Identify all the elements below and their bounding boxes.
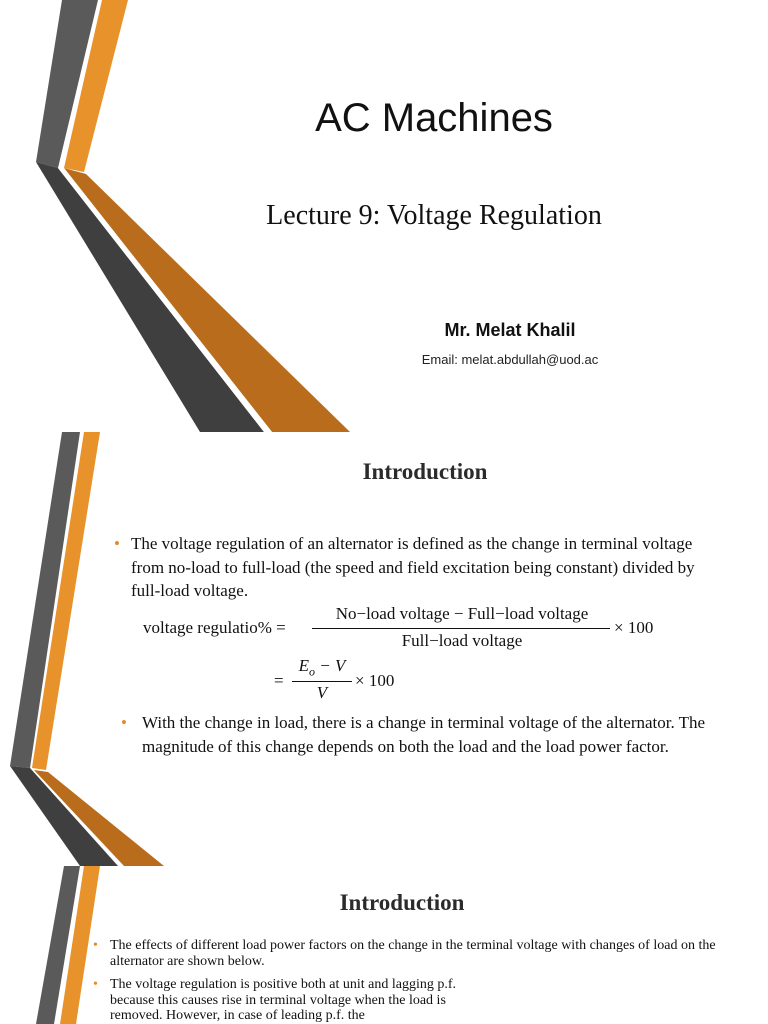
bullet-positive-regulation — [93, 977, 493, 1024]
fraction-bar — [312, 628, 610, 629]
slide-title: Introduction — [362, 459, 488, 484]
formula-lhs: voltage regulatio% = — [143, 618, 286, 637]
regulation-formula — [0, 432, 768, 866]
author-email: Email: melat.abdullah@uod.ac — [421, 352, 599, 367]
formula-multiplier-2: × 100 — [355, 671, 395, 690]
bullet-text: The effects of different load power factors on the change in the terminal voltage with changes of load on the alternator are shown below. — [110, 938, 716, 969]
author-name: Mr. Melat Khalil — [444, 320, 576, 340]
formula-equals: = — [274, 671, 284, 690]
bullet-text: With the change in load, there is a change in terminal voltage of the alternator. The magnitude of this change depends on both the load and the load power factor. — [142, 713, 706, 756]
bullet-effects — [93, 938, 723, 969]
formula-denominator: Full−load voltage — [401, 631, 523, 650]
bullet-marker: • — [93, 938, 98, 953]
introduction-slide — [0, 432, 768, 866]
bullet-text: The voltage regulation of an alternator is defined as the change in terminal voltage from no-load to full-load (the speed and field excitation being constant) divided by full-load voltage. — [131, 534, 695, 600]
lecture-subtitle: Lecture 9: Voltage Regulation — [266, 200, 602, 231]
title-slide — [0, 0, 768, 432]
slide-title: Introduction — [339, 890, 465, 915]
bullet-marker: • — [121, 713, 127, 732]
formula-denominator-2: V — [316, 683, 328, 702]
bullet-marker: • — [114, 534, 120, 553]
formula-numerator: No−load voltage − Full−load voltage — [335, 604, 589, 623]
bullet-marker: • — [93, 977, 98, 992]
introduction-slide-2 — [0, 866, 768, 1024]
fraction-bar-2 — [292, 681, 352, 682]
presentation-title: AC Machines — [315, 96, 553, 140]
formula-multiplier: × 100 — [614, 618, 654, 637]
formula-numerator-2: $E_o - V$ — [298, 656, 346, 679]
bullet-text: The voltage regulation is positive both at unit and lagging p.f. because this causes rise in terminal voltage when the load is removed. However, in case of leading p.f. the — [110, 977, 457, 1023]
bullet-load-change — [121, 711, 721, 758]
